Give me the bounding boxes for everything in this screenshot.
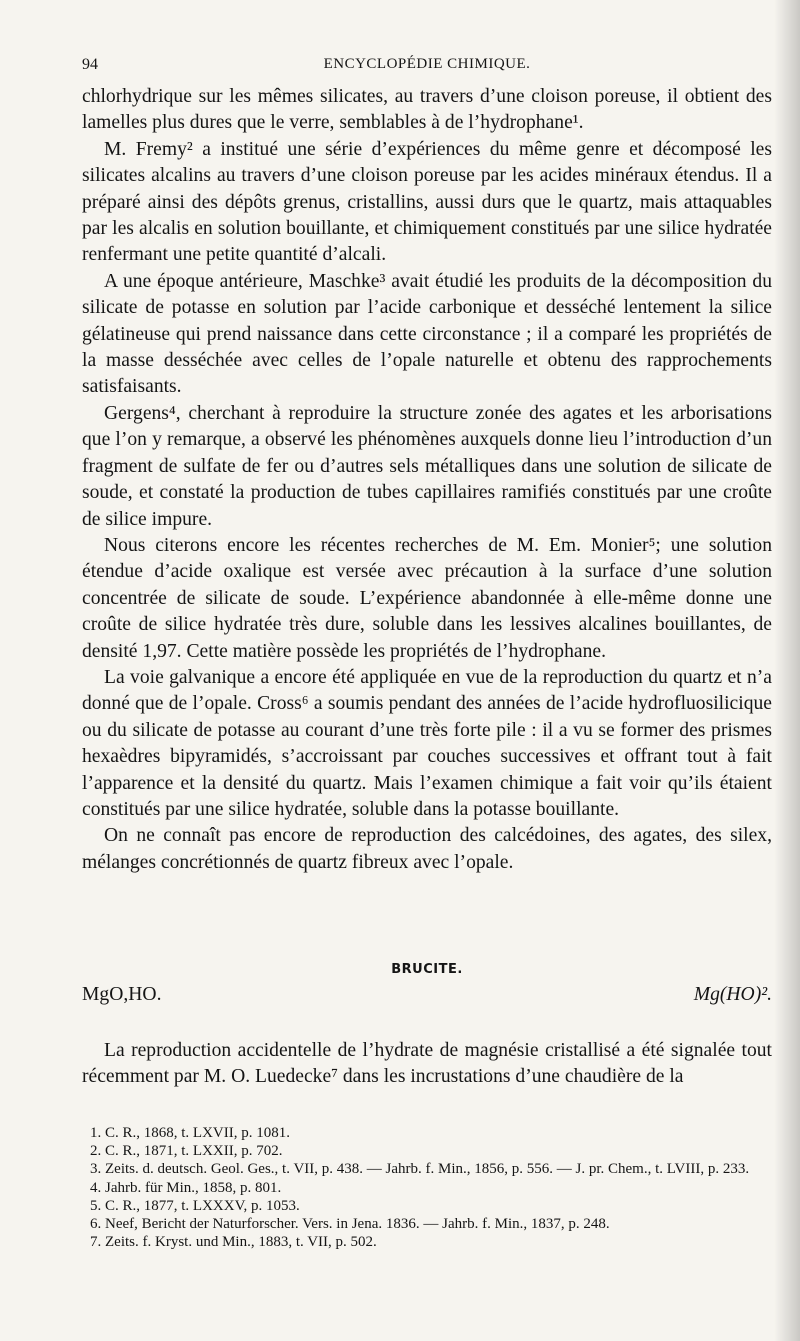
paragraph: La voie galvanique a encore été appliquée en vue de la reproduction du quartz et n’a donné que de l’opale. Cross⁶ a soumis pendant des années de l’acide hydrofluosilicique ou du silicate de potasse au courant d’une très forte pile : il a vu se former des prismes hexaèdres bipyramidés, s’accroissant par couches successives et offrant tout à fait l’apparence et la densité du quartz. Mais l’examen chimique a fait voir qu’ils étaient constitués par une silice hydratée, soluble dans la potasse bouillante. (82, 666, 772, 820)
footnote: 4. Jahrb. für Min., 1858, p. 801. (90, 1179, 282, 1196)
footnote: 6. Neef, Bericht der Naturforscher. Vers. in Jena. 1836. — Jahrb. f. Min., 1837, p. 248. (90, 1216, 610, 1233)
footnote: 1. C. R., 1868, t. LXVII, p. 1081. (90, 1125, 290, 1141)
main-text (82, 84, 772, 876)
section-paragraph: La reproduction accidentelle de l’hydrate de magnésie cristallisé a été signalée tout récemment par M. O. Luedecke⁷ dans les incrustations d’une chaudière de la (82, 1040, 772, 1087)
formula-row (82, 984, 772, 1012)
paragraph: chlorhydrique sur les mêmes silicates, au travers d’une cloison poreuse, il obtient des lamelles plus dures que le verre, semblables à de l’hydrophane¹. (82, 86, 772, 134)
paragraph: Gergens⁴, cherchant à reproduire la structure zonée des agates et les arborisations que l’on y remarque, a observé les phénomènes auxquels donne lieu l’introduction d’un fragment de sulfate de fer ou d’autres sels métalliques dans une solution de silicate de soude, et constaté la production de tubes capillaires ramifiés constitués par une croûte de silice impure. (82, 402, 772, 530)
section-text (82, 1038, 772, 1090)
paragraph: M. Fremy² a institué une série d’expériences du même genre et décomposé les silicates alcalins au travers d’une cloison poreuse par les acides minéraux étendus. Il a préparé ainsi des dépôts grenus, cristallins, aussi durs que le quartz, mais attaquables par les alcalis en solution bouillante, et chimiquement constitués par une silice hydratée renfermant une petite quantité d’alcali. (82, 138, 772, 266)
paragraph: A une époque antérieure, Maschke³ avait étudié les produits de la décomposition du silicate de potasse en solution par l’acide carbonique et desséché lentement la silice gélatineuse qui prend naissance dans cette circonstance ; il a comparé les propriétés de la masse desséchée avec celles de l’opale naturelle et obtenu des rapprochements satisfaisants. (82, 270, 772, 398)
formula-atomic: Mg(HO)². (693, 984, 772, 1005)
footnotes (82, 1124, 772, 1251)
footnote: 3. Zeits. d. deutsch. Geol. Ges., t. VII, p. 438. — Jahrb. f. Min., 1856, p. 556. — J. pr. Chem., t. LVIII, p. 233. (90, 1161, 750, 1178)
paragraph: Nous citerons encore les récentes recherches de M. Em. Monier⁵; une solution étendue d’acide oxalique est versée avec précaution à la surface d’une solution concentrée de silicate de soude. L’expérience abandonnée à elle-même donne une croûte de silice hydratée très dure, soluble dans les lessives alcalines bouillantes, de densité 1,97. Cette matière possède les propriétés de l’hydrophane. (82, 534, 772, 662)
page-edge-shadow (774, 0, 800, 1341)
page-number: 94 (82, 56, 98, 73)
section-title: BRUCITE. (391, 962, 463, 977)
formula-dualistic: MgO,HO. (82, 984, 162, 1005)
page-header (82, 56, 772, 80)
footnote: 5. C. R., 1877, t. LXXXV, p. 1053. (90, 1197, 300, 1214)
footnote: 2. C. R., 1871, t. LXXII, p. 702. (90, 1143, 283, 1160)
running-title: ENCYCLOPÉDIE CHIMIQUE. (323, 56, 531, 72)
footnote: 7. Zeits. f. Kryst. und Min., 1883, t. VII, p. 502. (90, 1234, 377, 1251)
paragraph: On ne connaît pas encore de reproduction des calcédoines, des agates, des silex, mélanges concrétionnés de quartz fibreux avec l’opale. (82, 825, 772, 873)
